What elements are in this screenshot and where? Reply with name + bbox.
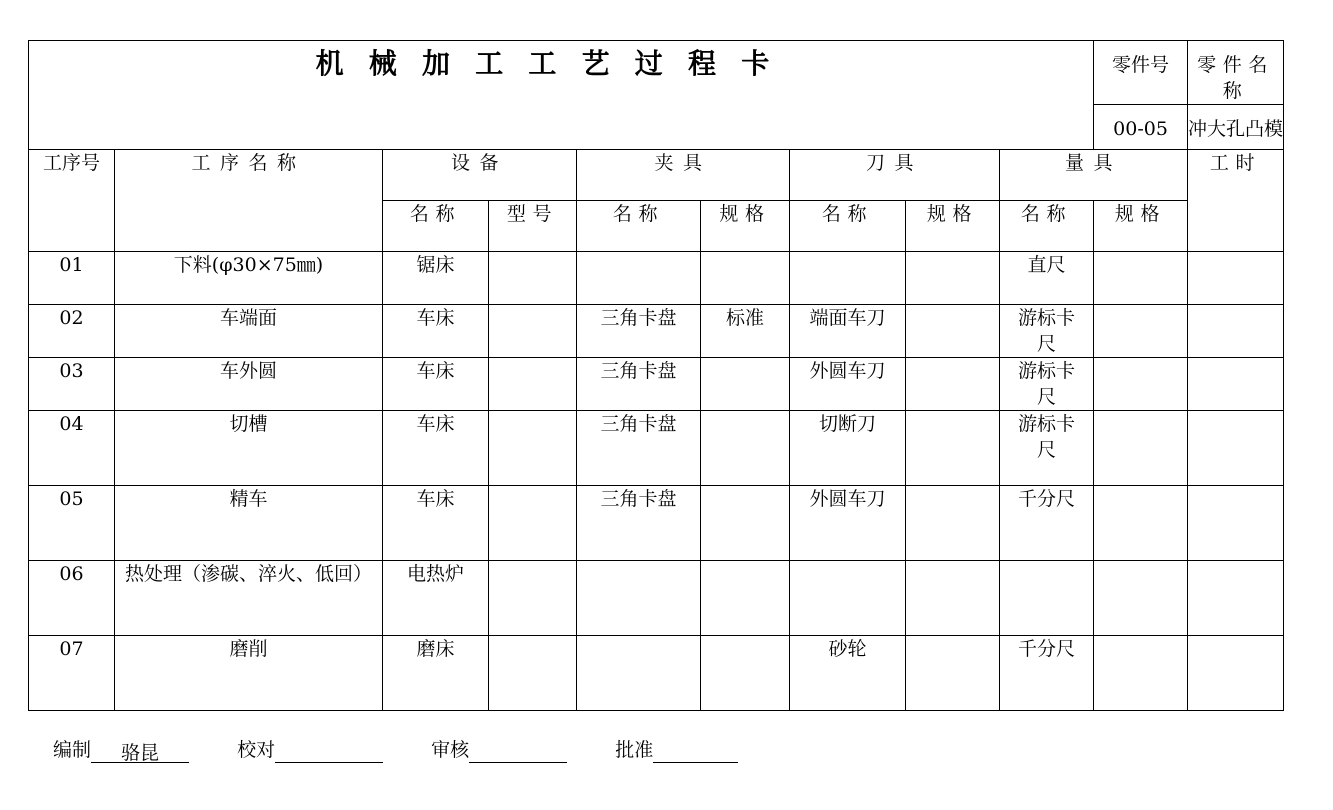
gauge-spec xyxy=(1094,358,1188,411)
equipment-name: 电热炉 xyxy=(383,561,489,636)
gauge-name: 游标卡尺 xyxy=(1000,305,1094,358)
step-no: 04 xyxy=(29,411,115,486)
cutter-spec xyxy=(906,358,1000,411)
gauge-name: 游标卡尺 xyxy=(1000,411,1094,486)
gauge-spec xyxy=(1094,305,1188,358)
table-row xyxy=(29,486,1284,561)
equipment-name: 车床 xyxy=(383,411,489,486)
equipment-model xyxy=(489,636,577,711)
fixture-spec xyxy=(701,561,790,636)
compiled-field xyxy=(53,737,189,763)
cutter-spec xyxy=(906,252,1000,305)
header-gauge-name: 名称 xyxy=(1000,201,1094,252)
work-hours xyxy=(1188,411,1284,486)
gauge-spec xyxy=(1094,486,1188,561)
equipment-name: 锯床 xyxy=(383,252,489,305)
step-name: 切槽 xyxy=(115,411,383,486)
cutter-spec xyxy=(906,561,1000,636)
cutter-name xyxy=(790,252,906,305)
approved-label: 批准 xyxy=(615,739,654,761)
step-name: 车外圆 xyxy=(115,358,383,411)
equipment-name: 磨床 xyxy=(383,636,489,711)
step-name: 车端面 xyxy=(115,305,383,358)
work-hours xyxy=(1188,561,1284,636)
work-hours xyxy=(1188,358,1284,411)
work-hours xyxy=(1188,636,1284,711)
header-cutter-spec: 规格 xyxy=(906,201,1000,252)
table-row xyxy=(29,411,1284,486)
gauge-spec xyxy=(1094,561,1188,636)
header-cutter: 刀具 xyxy=(790,150,1000,201)
cutter-name xyxy=(790,561,906,636)
fixture-name: 三角卡盘 xyxy=(577,305,701,358)
fixture-spec xyxy=(701,636,790,711)
equipment-model xyxy=(489,486,577,561)
compiled-by: 骆昆 xyxy=(91,740,189,763)
header-gauge-spec: 规格 xyxy=(1094,201,1188,252)
header-equipment-name: 名称 xyxy=(383,201,489,252)
header-fixture-name: 名称 xyxy=(577,201,701,252)
fixture-spec xyxy=(701,252,790,305)
work-hours xyxy=(1188,486,1284,561)
gauge-name xyxy=(1000,561,1094,636)
fixture-name xyxy=(577,252,701,305)
header-fixture: 夹具 xyxy=(577,150,790,201)
step-no: 05 xyxy=(29,486,115,561)
cutter-spec xyxy=(906,486,1000,561)
header-step-name: 工序名称 xyxy=(115,150,383,252)
process-card-table xyxy=(28,40,1284,711)
equipment-model xyxy=(489,305,577,358)
fixture-name: 三角卡盘 xyxy=(577,486,701,561)
cutter-spec xyxy=(906,636,1000,711)
cutter-spec xyxy=(906,305,1000,358)
equipment-model xyxy=(489,411,577,486)
header-equipment-model: 型号 xyxy=(489,201,577,252)
gauge-spec xyxy=(1094,636,1188,711)
fixture-name: 三角卡盘 xyxy=(577,411,701,486)
gauge-name: 千分尺 xyxy=(1000,486,1094,561)
fixture-spec xyxy=(701,486,790,561)
part-no-value: 00-05 xyxy=(1094,105,1188,150)
gauge-name: 游标卡尺 xyxy=(1000,358,1094,411)
gauge-name: 直尺 xyxy=(1000,252,1094,305)
step-name: 精车 xyxy=(115,486,383,561)
table-row xyxy=(29,358,1284,411)
cutter-name: 外圆车刀 xyxy=(790,358,906,411)
step-name: 下料(φ30×75㎜) xyxy=(115,252,383,305)
reviewed-by xyxy=(469,740,567,763)
header-work-hours: 工时 xyxy=(1188,150,1284,252)
compiled-label: 编制 xyxy=(53,739,92,761)
table-row xyxy=(29,252,1284,305)
equipment-name: 车床 xyxy=(383,486,489,561)
fixture-name: 三角卡盘 xyxy=(577,358,701,411)
table-row xyxy=(29,305,1284,358)
step-no: 01 xyxy=(29,252,115,305)
cutter-name: 切断刀 xyxy=(790,411,906,486)
checked-by xyxy=(275,740,383,763)
header-cutter-name: 名称 xyxy=(790,201,906,252)
fixture-spec xyxy=(701,358,790,411)
reviewed-label: 审核 xyxy=(431,739,470,761)
header-equipment: 设备 xyxy=(383,150,577,201)
header-gauge: 量具 xyxy=(1000,150,1188,201)
equipment-model xyxy=(489,358,577,411)
step-name: 热处理（渗碳、淬火、低回） xyxy=(115,561,383,636)
signature-footer xyxy=(53,737,780,763)
step-no: 02 xyxy=(29,305,115,358)
header-step-no: 工序号 xyxy=(29,150,115,252)
equipment-model xyxy=(489,252,577,305)
fixture-spec: 标准 xyxy=(701,305,790,358)
step-name: 磨削 xyxy=(115,636,383,711)
table-row xyxy=(29,636,1284,711)
gauge-name: 千分尺 xyxy=(1000,636,1094,711)
fixture-name xyxy=(577,636,701,711)
checked-field xyxy=(237,737,383,763)
fixture-name xyxy=(577,561,701,636)
checked-label: 校对 xyxy=(237,739,276,761)
approved-by xyxy=(653,740,738,763)
equipment-name: 车床 xyxy=(383,305,489,358)
approved-field xyxy=(615,737,738,763)
cutter-name: 外圆车刀 xyxy=(790,486,906,561)
reviewed-field xyxy=(431,737,567,763)
cutter-name: 端面车刀 xyxy=(790,305,906,358)
part-name-label: 零件名称 xyxy=(1188,41,1284,105)
gauge-spec xyxy=(1094,252,1188,305)
equipment-name: 车床 xyxy=(383,358,489,411)
step-no: 06 xyxy=(29,561,115,636)
work-hours xyxy=(1188,252,1284,305)
part-no-label: 零件号 xyxy=(1094,41,1188,105)
card-title: 机械加工工艺过程卡 xyxy=(29,41,1094,150)
cutter-name: 砂轮 xyxy=(790,636,906,711)
part-name-value: 冲大孔凸模 xyxy=(1188,105,1284,150)
step-no: 03 xyxy=(29,358,115,411)
equipment-model xyxy=(489,561,577,636)
gauge-spec xyxy=(1094,411,1188,486)
fixture-spec xyxy=(701,411,790,486)
header-fixture-spec: 规格 xyxy=(701,201,790,252)
work-hours xyxy=(1188,305,1284,358)
step-no: 07 xyxy=(29,636,115,711)
table-row xyxy=(29,561,1284,636)
cutter-spec xyxy=(906,411,1000,486)
